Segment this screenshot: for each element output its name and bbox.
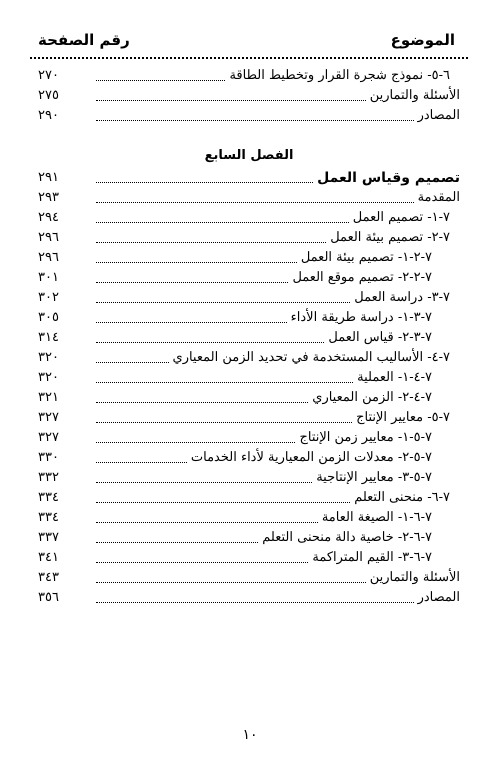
toc-entry [38,208,460,228]
toc-entry-page: ٣٣٤ [38,510,59,525]
toc-entry [38,228,460,248]
toc-entry-page: ٢٩٦ [38,250,59,265]
toc-entry-title: ٧-٣-٢- قياس العمل [328,330,432,345]
toc-entry-title: تصميم وقياس العمل [317,170,460,186]
dot-leader [96,202,414,203]
dot-leader [96,582,366,583]
toc-entry-questions-6 [38,86,460,106]
toc-entry-title: ٧-٣- دراسة العمل [354,290,450,305]
toc-header [38,28,455,52]
toc-entry [38,428,460,448]
dot-leader [96,502,350,503]
toc-entry-page: ٢٩٤ [38,210,59,225]
toc-entry-title: المصادر [417,590,460,605]
toc-entry [38,308,460,328]
dot-leader [96,562,308,563]
toc-entry [38,528,460,548]
toc-entry-title: ٧-٦- منحنى التعلم [354,490,450,505]
page-number-footer: ١٠ [242,727,258,743]
toc-entry [38,368,460,388]
toc-entry-title: ٧-٤-٢- الزمن المعياري [312,390,432,405]
toc-entry-title: ٧-٦-٢- خاصية دالة منحنى التعلم [262,530,432,545]
toc-entry-page: ٣٢٠ [38,350,59,365]
toc-entry-page: ٢٧٥ [38,88,59,103]
chapter-heading: الفصل السابع [204,148,294,163]
toc-entry-page: ٣٤١ [38,550,59,565]
dot-leader [96,262,297,263]
toc-entry-page: ٢٩٠ [38,108,59,123]
toc-entry [38,328,460,348]
toc-entry-decision-tree [38,66,460,86]
toc-entry [38,448,460,468]
toc-entry-title: المصادر [417,108,460,123]
toc-entry [38,588,460,608]
toc-entry [38,388,460,408]
toc-entry-page: ٣١٤ [38,330,59,345]
toc-entry-title: ٧-١- تصميم العمل [352,210,450,225]
dot-leader [96,302,350,303]
toc-entry-title: ٧-٢-١- تصميم بيئة العمل [300,250,432,265]
toc-entry-title: المقدمة [417,190,460,205]
toc-entry-page: ٢٧٠ [38,68,59,83]
toc-entry-page: ٣٣٢ [38,470,59,485]
toc-entry-page: ٢٩١ [38,170,59,185]
toc-entry-page: ٣٢٧ [38,410,59,425]
toc-entry [38,188,460,208]
toc-entry-title: ٧-٦-٣- القيم المتراكمة [312,550,432,565]
toc-entry-page: ٣٢٠ [38,370,59,385]
toc-entry [38,568,460,588]
toc-entry-title: ٧-٥-٣- معايير الإنتاجية [316,470,432,485]
toc-entry-page: ٣٠٢ [38,290,59,305]
toc-entry [38,348,460,368]
page-number-column-heading: رقم الصفحة [38,31,130,49]
toc-entry [38,488,460,508]
dot-leader [96,362,169,363]
toc-entry-title: ٧-٢- تصميم بيئة العمل [330,230,450,245]
toc-entry [38,508,460,528]
dot-leader [96,322,287,323]
dot-leader [96,442,295,443]
dot-leader [96,402,308,403]
toc-entry-title: ٧-٥-٢- معدلات الزمن المعيارية لأداء الخدمات [190,450,432,465]
toc-entry [38,248,460,268]
toc-entry-page: ٢٩٣ [38,190,59,205]
toc-entry-title: ٧-٥- معايير الإنتاج [356,410,450,425]
dot-leader [96,482,312,483]
dot-leader [96,80,225,81]
toc-entry-title: ٦-٥- نموذج شجرة القرار وتخطيط الطاقة [229,68,450,83]
toc-list [38,66,460,608]
dot-leader [96,120,414,121]
toc-entry [38,468,460,488]
toc-entry-page: ٣٥٦ [38,590,59,605]
dot-leader [96,602,414,603]
toc-entry-title: ٧-٦-١- الصيغة العامة [321,510,432,525]
dot-leader [96,422,352,423]
toc-entry-page: ٣٣٧ [38,530,59,545]
toc-entry-page: ٣٢٧ [38,430,59,445]
toc-entry-page: ٣٢١ [38,390,59,405]
dot-leader [96,342,324,343]
toc-entry-page: ٣٤٣ [38,570,59,585]
dot-leader [96,382,353,383]
toc-entry-title: ٧-٤- الأساليب المستخدمة في تحديد الزمن المعياري [172,350,450,365]
toc-entry-title: ٧-٣-١- دراسة طريقة الأداء [290,310,432,325]
header-dotted-rule [30,57,468,59]
toc-entry-page: ٣٠١ [38,270,59,285]
dot-leader [96,242,326,243]
toc-entry [38,288,460,308]
dot-leader [96,282,288,283]
toc-entry-page: ٣٣٤ [38,490,59,505]
dot-leader [96,542,258,543]
dot-leader [96,462,187,463]
dot-leader [96,522,318,523]
toc-entry-title: ٧-٥-١- معايير زمن الإنتاج [299,430,432,445]
toc-entry [38,548,460,568]
toc-entry-page: ٣٣٠ [38,450,59,465]
toc-entry [38,408,460,428]
toc-entry-title: الأسئلة والتمارين [369,570,460,585]
dot-leader [96,100,366,101]
toc-entry-title: الأسئلة والتمارين [369,88,460,103]
toc-entry [38,268,460,288]
dot-leader [96,222,349,223]
toc-entry-chapter-title [38,168,460,188]
toc-entry-page: ٣٠٥ [38,310,59,325]
subject-column-heading: الموضوع [390,31,455,49]
dot-leader [96,182,313,183]
toc-entry-references-6 [38,106,460,126]
toc-entry-title: ٧-٢-٢- تصميم موقع العمل [292,270,432,285]
toc-entry-page: ٢٩٦ [38,230,59,245]
toc-entry-title: ٧-٤-١- العملية [357,370,432,385]
